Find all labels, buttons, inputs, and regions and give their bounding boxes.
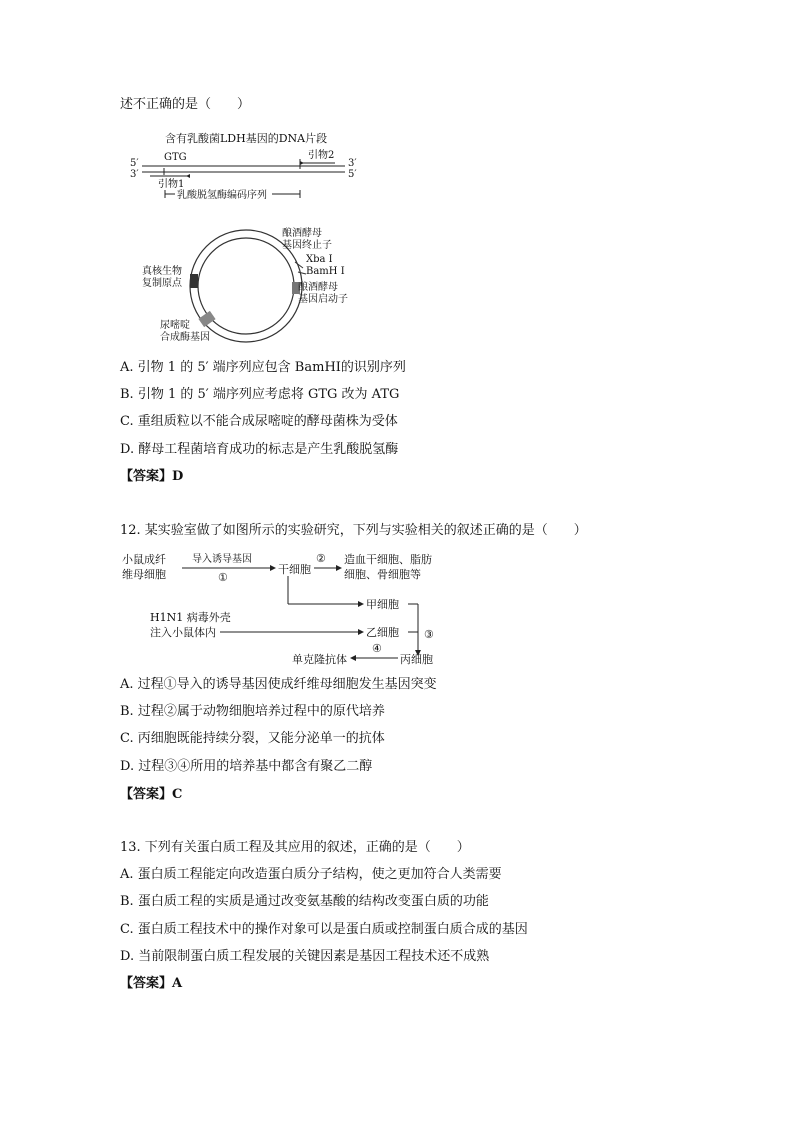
dna-3prime-right: 3′	[348, 158, 357, 169]
plasmid-diagram	[120, 222, 380, 350]
mouse-cell-line1: 小鼠成纤	[122, 553, 166, 566]
dna-5prime-right: 5′	[348, 169, 357, 180]
bam-label: BamH Ⅰ	[306, 266, 345, 277]
q13-answer: 【答案】A	[120, 976, 183, 991]
derived-line1: 造血干细胞、脂肪	[344, 553, 432, 566]
ori-segment	[190, 274, 198, 288]
ura-segment	[198, 311, 215, 327]
mouse-cell-line2: 维母细胞	[122, 568, 166, 581]
induce-label: 导入诱导基因	[192, 554, 252, 565]
antibody-label: 单克隆抗体	[292, 653, 347, 666]
step3-label: ③	[424, 628, 434, 641]
step4-label: ④	[372, 642, 382, 655]
stem-cell-label: 干细胞	[278, 563, 311, 576]
q11-option-b: B. 引物 1 的 5′ 端序列应考虑将 GTG 改为 ATG	[120, 387, 400, 402]
q12-option-a: A. 过程①导入的诱导基因使成纤维母细胞发生基因突变	[120, 677, 437, 692]
q13-option-a: A. 蛋白质工程能定向改造蛋白质分子结构，使之更加符合人类需要	[120, 867, 502, 882]
q11-answer: 【答案】D	[120, 469, 184, 484]
ori-line2: 复制原点	[142, 278, 182, 289]
derived-line2: 细胞、骨细胞等	[344, 568, 421, 581]
primer2-label: 引物2	[308, 150, 335, 161]
q12-option-b: B. 过程②属于动物细胞培养过程中的原代培养	[120, 704, 385, 719]
q11-option-c: C. 重组质粒以不能合成尿嘧啶的酵母菌株为受体	[120, 414, 398, 429]
dna-title: 含有乳酸菌LDH基因的DNA片段	[165, 132, 328, 145]
step1-label: ①	[218, 571, 228, 584]
q12-stem: 12. 某实验室做了如图所示的实验研究，下列与实验相关的叙述正确的是（ ）	[120, 523, 587, 538]
q13-option-d: D. 当前限制蛋白质工程发展的关键因素是基因工程技术还不成熟	[120, 949, 490, 964]
promoter-line2: 基因启动子	[298, 294, 348, 305]
coding-seq-label: 乳酸脱氢酶编码序列	[177, 190, 267, 201]
dna-fragment-diagram	[120, 128, 370, 208]
cell-c-label: 丙细胞	[400, 653, 433, 666]
promoter-line1: 酿酒酵母	[298, 282, 338, 293]
q13-stem: 13. 下列有关蛋白质工程及其应用的叙述，正确的是（ ）	[120, 840, 470, 855]
dna-3prime-left: 3′	[130, 169, 139, 180]
virus-line2: 注入小鼠体内	[150, 626, 216, 639]
cell-b-label: 乙细胞	[366, 626, 399, 639]
gtg-label: GTG	[164, 152, 187, 163]
q11-stem-tail: 述不正确的是（ ）	[120, 97, 251, 112]
ura-line2: 合成酶基因	[160, 332, 210, 343]
q12-option-c: C. 丙细胞既能持续分裂，又能分泌单一的抗体	[120, 731, 385, 746]
terminator-line1: 酿酒酵母	[282, 228, 322, 239]
virus-line1: H1N1 病毒外壳	[150, 611, 231, 624]
primer1-label: 引物1	[158, 179, 185, 190]
xba-label: Xba Ⅰ	[306, 254, 333, 265]
q11-option-d: D. 酵母工程菌培育成功的标志是产生乳酸脱氢酶	[120, 442, 399, 457]
ura-line1: 尿嘧啶	[160, 320, 190, 331]
terminator-line2: 基因终止子	[282, 240, 332, 251]
ori-line1: 真核生物	[142, 266, 182, 277]
dna-5prime-left: 5′	[130, 158, 139, 169]
q13-option-c: C. 蛋白质工程技术中的操作对象可以是蛋白质或控制蛋白质合成的基因	[120, 922, 528, 937]
cell-flow-diagram	[120, 546, 460, 668]
step2-label: ②	[316, 552, 326, 565]
q12-option-d: D. 过程③④所用的培养基中都含有聚乙二醇	[120, 759, 373, 774]
q13-option-b: B. 蛋白质工程的实质是通过改变氨基酸的结构改变蛋白质的功能	[120, 894, 489, 909]
q12-answer: 【答案】C	[120, 787, 183, 802]
cell-a-label: 甲细胞	[366, 598, 399, 611]
q11-option-a: A. 引物 1 的 5′ 端序列应包含 BamHⅠ的识别序列	[120, 360, 406, 375]
